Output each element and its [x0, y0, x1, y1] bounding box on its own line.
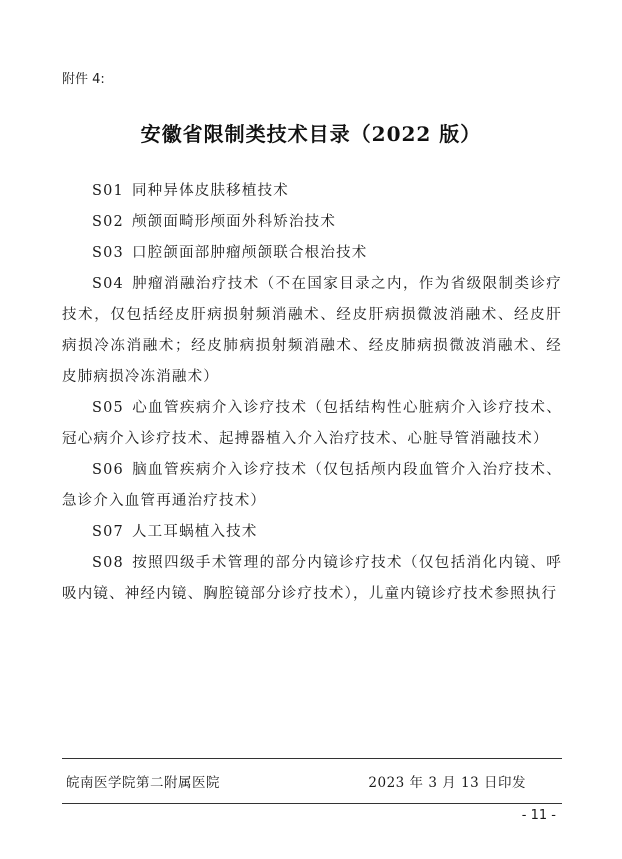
list-item-s05: [62, 393, 562, 455]
list-item-s03: [62, 238, 562, 269]
issuing-organization: 皖南医学院第二附属医院: [66, 775, 220, 791]
document-title: 安徽省限制类技术目录（2022 版）: [140, 122, 482, 146]
item-text: 心血管疾病介入诊疗技术（包括结构性心脏病介入诊疗技术、冠心病介入诊疗技术、起搏器植入介入治疗技术、心脏导管消融技术）: [62, 400, 562, 447]
item-text: 同种异体皮肤移植技术: [131, 183, 289, 199]
list-item-s07: [62, 517, 562, 548]
list-item-s06: [62, 455, 562, 517]
item-text: 颅颌面畸形颅面外科矫治技术: [131, 214, 337, 230]
item-code: S01: [92, 183, 124, 199]
item-text: 肿瘤消融治疗技术（不在国家目录之内，作为省级限制类诊疗技术，仅包括经皮肝病损射频消融术、经皮肝病损微波消融术、经皮肝病损冷冻消融术；经皮肺病损射频消融术、经皮肺病损微波消融术、经皮肺病损冷冻消融术）: [62, 276, 562, 385]
list-item-s04: [62, 269, 562, 393]
item-code: S03: [92, 245, 124, 261]
item-text: 脑血管疾病介入诊疗技术（仅包括颅内段血管介入治疗技术、急诊介入血管再通治疗技术）: [62, 462, 562, 509]
issuance-footer: [62, 758, 562, 804]
item-code: S05: [92, 400, 124, 416]
attachment-label: 附件 4:: [62, 72, 105, 87]
technology-list: [62, 176, 562, 610]
item-code: S06: [92, 462, 124, 478]
item-text: 按照四级手术管理的部分内镜诊疗技术（仅包括消化内镜、呼吸内镜、神经内镜、胸腔镜部分诊疗技术），儿童内镜诊疗技术参照执行: [62, 555, 562, 602]
item-text: 口腔颌面部肿瘤颅颌联合根治技术: [131, 245, 368, 261]
item-text: 人工耳蜗植入技术: [131, 524, 258, 540]
item-code: S02: [92, 214, 124, 230]
list-item-s01: [62, 176, 562, 207]
page-number: - 11 -: [521, 808, 556, 823]
issue-date: 2023 年 3 月 13 日印发: [368, 775, 526, 791]
list-item-s08: [62, 548, 562, 610]
item-code: S07: [92, 524, 124, 540]
item-code: S08: [92, 555, 124, 571]
item-code: S04: [92, 276, 124, 292]
list-item-s02: [62, 207, 562, 238]
